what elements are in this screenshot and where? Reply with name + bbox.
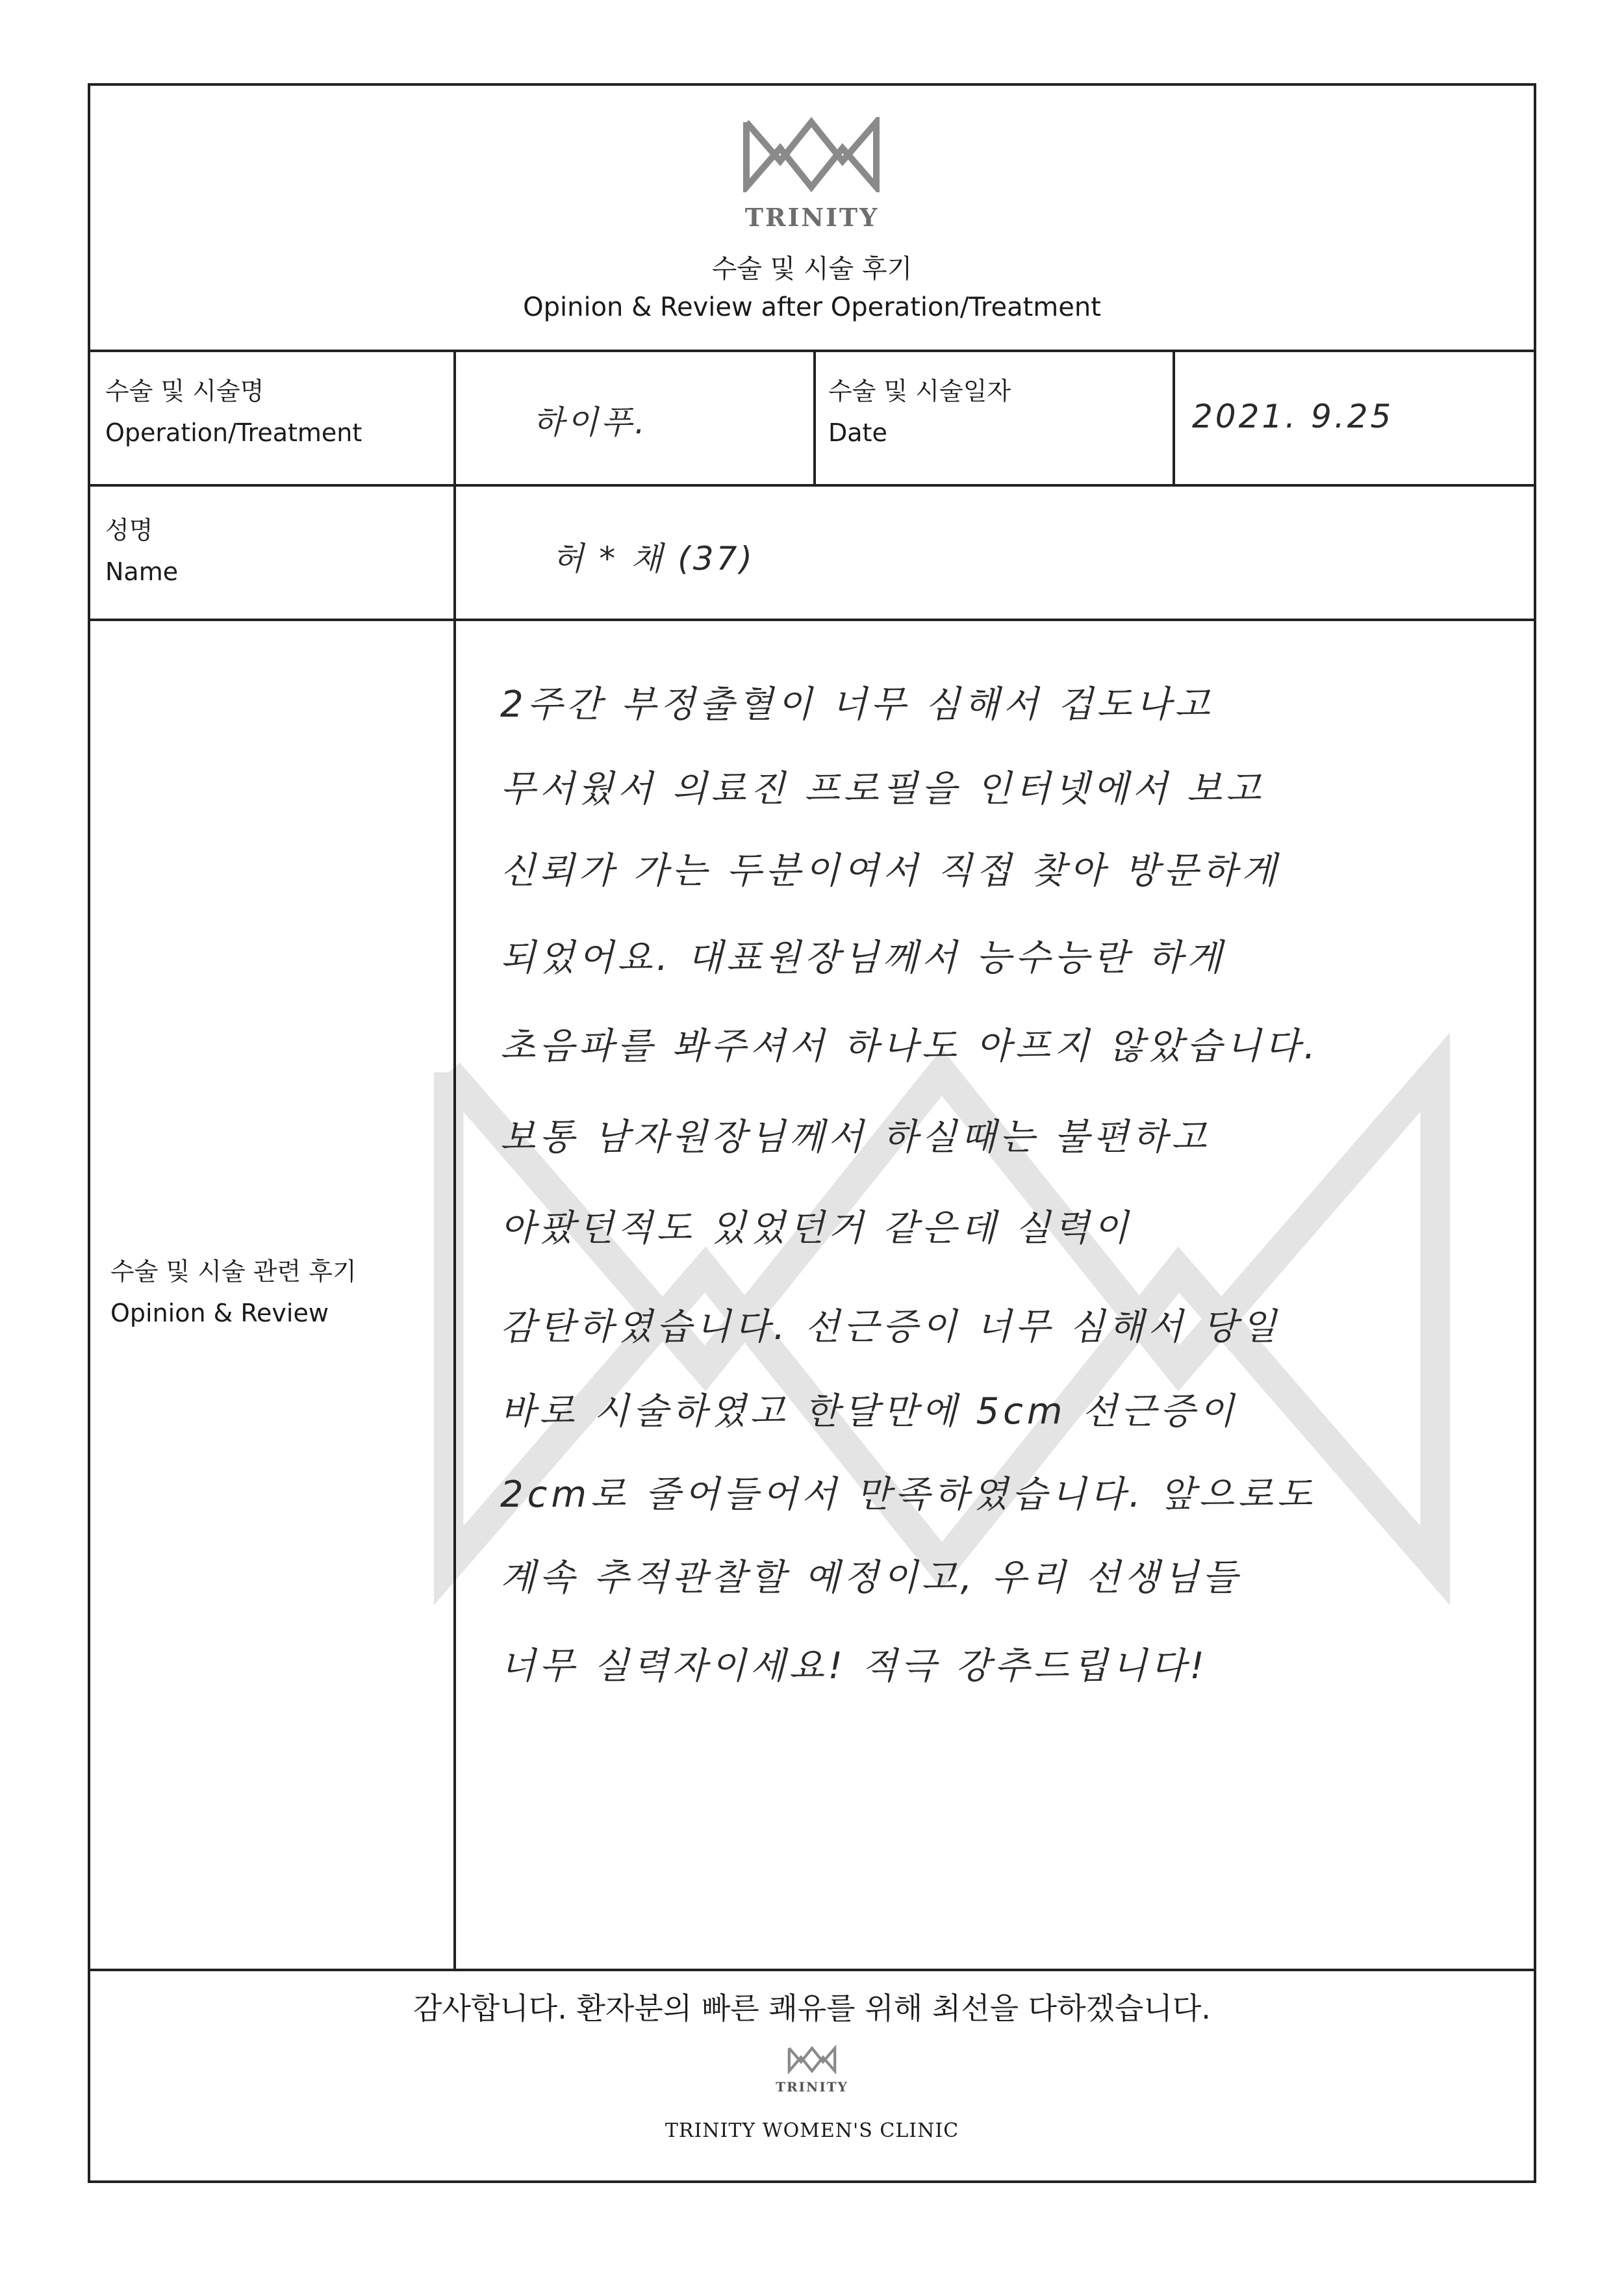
review-label bbox=[110, 1251, 357, 1334]
review-line: 2주간 부정출혈이 너무 심해서 겁도나고 bbox=[500, 683, 1214, 726]
divider-header bbox=[88, 350, 1536, 352]
brand-name: TRINITY bbox=[744, 203, 880, 232]
review-line: 감탄하였습니다. 선근증이 너무 심해서 당일 bbox=[500, 1306, 1280, 1348]
divider-date-label-left bbox=[813, 350, 816, 485]
review-line: 되었어요. 대표원장님께서 능수능란 하게 bbox=[500, 937, 1226, 979]
trinity-crown-logo bbox=[741, 117, 882, 192]
review-line: 초음파를 봐주셔서 하나도 아프지 않았습니다. bbox=[500, 1025, 1319, 1067]
review-line: 너무 실력자이세요! 적극 강추드립니다! bbox=[500, 1645, 1208, 1687]
divider-operation bbox=[88, 484, 1536, 487]
review-line: 무서웠서 의료진 프로필을 인터넷에서 보고 bbox=[500, 768, 1265, 810]
review-line: 2cm로 줄어들어서 만족하였습니다. 앞으로도 bbox=[500, 1474, 1316, 1516]
review-line: 바로 시술하였고 한달만에 5cm 선근증이 bbox=[500, 1390, 1238, 1433]
date-label-korean: 수술 및 시술일자 bbox=[828, 377, 1011, 405]
name-label-english: Name bbox=[105, 557, 179, 586]
divider-name bbox=[88, 619, 1536, 621]
date-label bbox=[828, 370, 1011, 454]
name-label bbox=[105, 509, 178, 593]
review-line: 보통 남자원장님께서 하실때는 불편하고 bbox=[500, 1116, 1211, 1158]
form-title-korean: 수술 및 시술 후기 bbox=[711, 254, 913, 284]
date-label-english: Date bbox=[828, 418, 887, 447]
review-label-english: Opinion & Review bbox=[110, 1299, 329, 1327]
review-line: 신뢰가 가는 두분이여서 직접 찾아 방문하게 bbox=[500, 850, 1280, 892]
operation-value: 하이푸. bbox=[533, 403, 648, 441]
divider-review bbox=[88, 1969, 1536, 1971]
operation-label-english: Operation/Treatment bbox=[105, 418, 362, 447]
date-value: 2021. 9.25 bbox=[1192, 398, 1394, 435]
operation-label bbox=[105, 370, 362, 454]
divider-date-label-right bbox=[1173, 350, 1175, 485]
operation-label-korean: 수술 및 시술명 bbox=[105, 377, 264, 405]
footer-brand-name: TRINITY bbox=[776, 2079, 848, 2095]
name-value: 허 * 채 (37) bbox=[552, 540, 755, 578]
trinity-crown-logo-small bbox=[787, 2045, 837, 2074]
name-label-korean: 성명 bbox=[105, 516, 153, 544]
review-label-korean: 수술 및 시술 관련 후기 bbox=[110, 1257, 357, 1286]
clinic-name: TRINITY WOMEN'S CLINIC bbox=[665, 2119, 959, 2142]
review-line: 계속 추적관찰할 예정이고, 우리 선생님들 bbox=[500, 1557, 1241, 1599]
review-line: 아팠던적도 있었던거 같은데 실력이 bbox=[500, 1207, 1132, 1249]
form-title-english: Opinion & Review after Operation/Treatment bbox=[523, 292, 1101, 322]
thank-you-message: 감사합니다. 환자분의 빠른 쾌유를 위해 최선을 다하겠습니다. bbox=[413, 1991, 1211, 2026]
